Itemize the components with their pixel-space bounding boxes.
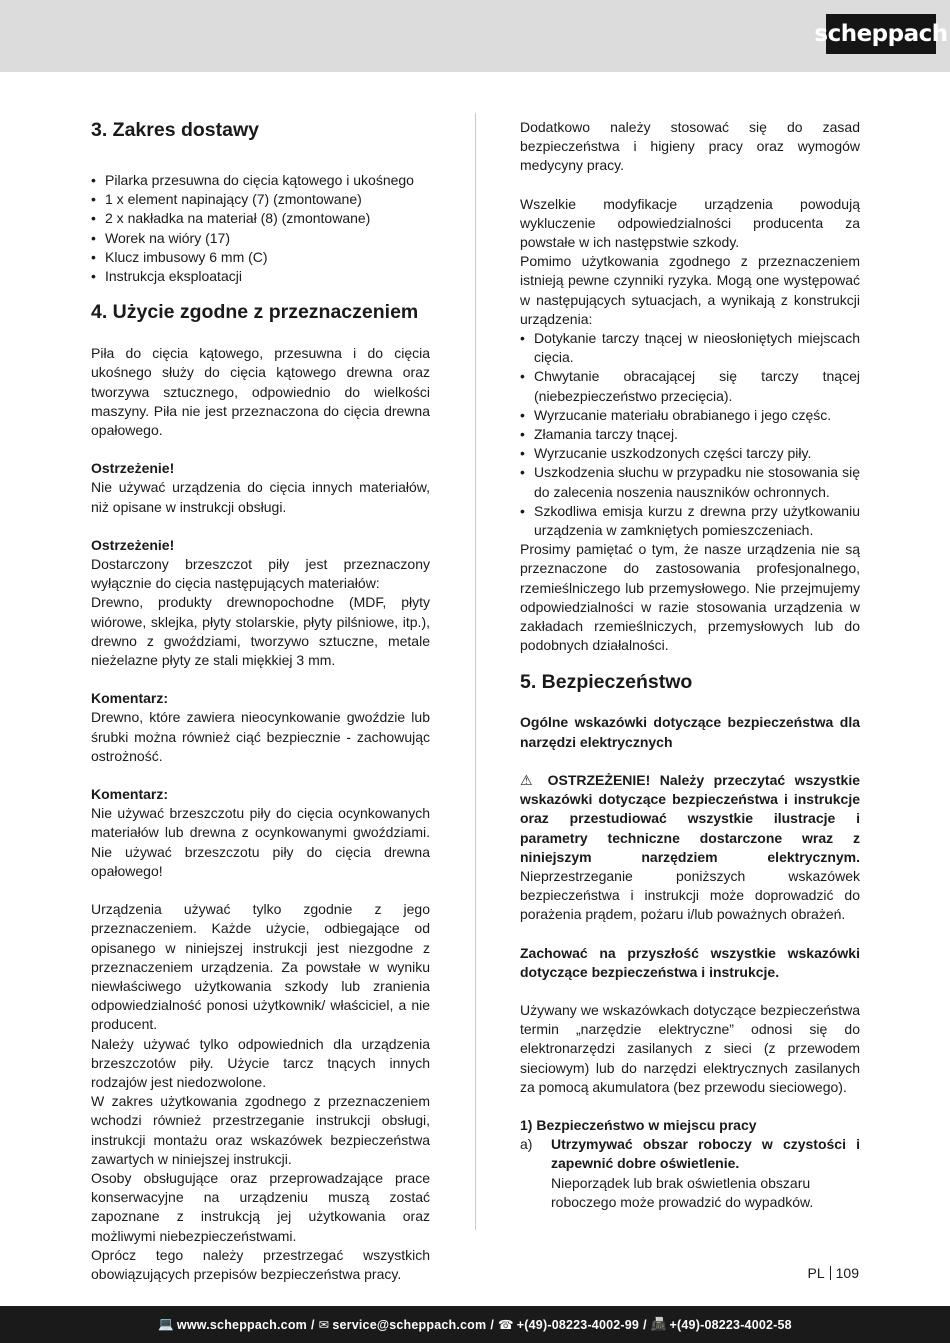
item-bold-text: Utrzymywać obszar roboczy w czystości i zapewnić dobre oświetlenie. — [551, 1136, 860, 1172]
paragraph: Wszelkie modyfikacje urządzenia powodują wykluczenie odpowiedzialności producenta za powstałe w ich następstwie szkody. — [520, 195, 860, 251]
warning-label: Ostrzeżenie! — [91, 460, 175, 477]
warning-triangle-icon: ⚠ — [520, 771, 539, 788]
comment-label: Komentarz: — [91, 786, 169, 803]
fax-icon: 📠 — [650, 1317, 667, 1331]
page-number — [808, 1265, 859, 1281]
risk-list — [520, 329, 860, 540]
paragraph: Nie używać brzeszczotu piły do cięcia ocynkowanych materiałów lub drewna z ocynkowanymi gwoździami. Nie używać brzeszczotu piły do cięcia drewna opałowego! — [91, 805, 430, 879]
list-item: • Wyrzucanie materiału obrabianego i jego częśc. — [520, 406, 860, 425]
right-column — [520, 118, 860, 1212]
list-item: • 1 x element napinający (7) (zmontowane) — [91, 190, 430, 209]
mail-icon: ✉ — [318, 1318, 330, 1332]
warning-label: Ostrzeżenie! — [91, 536, 175, 553]
list-item: • Szkodliwa emisja kurzu z drewna przy użytkowaniu urządzenia w zamkniętych pomieszczeniach. — [520, 502, 860, 540]
item-marker: a) — [520, 1136, 533, 1153]
paragraph: Należy używać tylko odpowiednich dla urządzenia brzeszczotów piły. Użycie tarcz tnących innych rodzajów jest niedozwolone. — [91, 1035, 430, 1090]
phone-icon: ☎ — [498, 1318, 514, 1332]
list-item: • Wyrzucanie uszkodzonych części tarczy piły. — [520, 444, 860, 463]
warning-block — [520, 771, 860, 925]
section-5-title: 5. Bezpieczeństwo — [520, 671, 693, 694]
paragraph: Pomimo użytkowania zgodnego z przeznaczeniem istnieją pewne czynniki ryzyka. Mogą one występować w następujących sytuacjach, a wynikają z konstrukcji urządzenia: — [520, 253, 860, 327]
comment-label: Komentarz: — [91, 690, 169, 707]
list-item: • Złamania tarczy tnącej. — [520, 425, 860, 444]
list-item: • Instrukcja eksploatacji — [91, 267, 430, 286]
list-item: • Klucz imbusowy 6 mm (C) — [91, 248, 430, 267]
left-column — [91, 118, 430, 1284]
footer-separator: / — [310, 1317, 315, 1332]
item-text: Nieporządek lub brak oświetlenia obszaru roboczego może prowadzić do wypadków. — [551, 1174, 814, 1210]
footer-fax: +(49)-08223-4002-58 — [669, 1317, 792, 1332]
subsection-heading: 1) Bezpieczeństwo w miejscu pracy — [520, 1116, 757, 1133]
warning-bold-text: OSTRZEŻENIE! Należy przeczytać wszystkie wskazówki dotyczące bezpieczeństwa i instrukcje oraz przestudiować wszystkie ilustracje i parametry techniczne dostarczone wraz z niniejszym narzędziem elektrycznym. — [520, 771, 860, 865]
page-number-separator — [830, 1266, 831, 1280]
list-item: • Pilarka przesuwna do cięcia kątowego i ukośnego — [91, 171, 430, 190]
footer-bar — [0, 1306, 950, 1343]
list-item: • Chwytanie obracającej się tarczy tnącej (niebezpieczeństwo przecięcia). — [520, 367, 860, 405]
paragraph: W zakres użytkowania zgodnego z przeznaczeniem wchodzi również przestrzeganie instrukcji obsługi, instrukcji montażu oraz wskazówek bezpieczeństwa zawartych w niniejszej instrukcji. — [91, 1093, 430, 1167]
numbered-item — [520, 1135, 860, 1212]
footer-website[interactable]: www.scheppach.com — [176, 1317, 307, 1332]
keep-instructions: Zachować na przyszłość wszystkie wskazówki dotyczące bezpieczeństwa i instrukcje. — [520, 944, 860, 980]
section-3-title: 3. Zakres dostawy — [91, 119, 259, 141]
brand-logo — [814, 14, 948, 54]
paragraph: Oprócz tego należy przestrzegać wszystkich obowiązujących przepisów bezpieczeństwa pracy. — [91, 1246, 430, 1282]
page-lang: PL — [807, 1265, 825, 1281]
header-bar — [0, 0, 950, 72]
paragraph: Urządzenia używać tylko zgodnie z jego przeznaczeniem. Każde użycie, odbiegające od opisanego w niniejszej instrukcji jest niezgodne z przeznaczeniem urządzenia. Za powstałe w wyniku niewłaściwego użytkowania szkody lub zranienia odpowiedzialność ponosi użytkownik/ właściciel, a nie producent. — [91, 901, 430, 1033]
footer-email[interactable]: service@scheppach.com — [332, 1317, 487, 1332]
warning-text: Nieprzestrzeganie poniższych wskazówek bezpieczeństwa i instrukcji może doprowadzić do porażenia prądem, pożaru i/lub poważnych obrażeń. — [520, 867, 860, 923]
paragraph: Dostarczony brzeszczot piły jest przeznaczony wyłącznie do cięcia następujących materiałów: — [91, 556, 430, 592]
paragraph: Osoby obsługujące oraz przeprowadzające prace konserwacyjne na urządzeniu muszą zostać zapoznane z instrukcją jej użytkowania oraz możliwymi niebezpieczeństwami. — [91, 1169, 430, 1244]
subtitle: Ogólne wskazówki dotyczące bezpieczeństwa dla narzędzi elektrycznych — [520, 714, 860, 750]
paragraph: Piła do cięcia kątowego, przesuwna i do cięcia ukośnego służy do cięcia kątowego drewna oraz tworzywa sztucznego, odpowiednio do wielkości maszyny. Piła nie jest przeznaczona do cięcia drewna opałowego. — [91, 345, 430, 439]
brand-logo-text: scheppach — [814, 21, 948, 47]
computer-icon: 💻 — [158, 1317, 174, 1331]
list-item: • 2 x nakładka na materiał (8) (zmontowane) — [91, 209, 430, 228]
footer-separator: / — [643, 1317, 647, 1332]
footer-phone: +(49)-08223-4002-99 — [516, 1317, 640, 1332]
paragraph: Drewno, produkty drewnopochodne (MDF, płyty wiórowe, sklejka, płyty stolarskie, płyty pilśniowe, itp.), drewno z gwoździami, tworzywo sztuczne, metale nieżelazne płyty ze stali miękkiej 3 mm. — [91, 594, 430, 669]
section-4-title: 4. Użycie zgodne z przeznaczeniem — [91, 301, 419, 324]
paragraph: Drewno, które zawiera nieocynkowanie gwoździe lub śrubki można również ciąć bezpiecznie - zachowując ostrożność. — [91, 709, 430, 764]
list-item: • Dotykanie tarczy tnącej w nieosłoniętych miejscach cięcia. — [520, 329, 860, 367]
list-item: • Worek na wióry (17) — [91, 229, 430, 248]
list-item: • Uszkodzenia słuchu w przypadku nie stosowania się do zalecenia noszenia nauszników ochronnych. — [520, 463, 860, 501]
column-divider — [475, 113, 476, 1230]
item-body — [551, 1135, 860, 1212]
paragraph: Prosimy pamiętać o tym, że nasze urządzenia nie są przeznaczone do zastosowania profesjonalnego, rzemieślniczego lub przemysłowego. Nie przejmujemy odpowiedzialności w razie stosowania urządzenia w zakładach rzemieślniczych, przemysłowych lub do podobnych działalności. — [520, 541, 860, 654]
paragraph: Dodatkowo należy stosować się do zasad bezpieczeństwa i higieny pracy oraz wymogów medycyny pracy. — [520, 119, 860, 174]
page-num: 109 — [835, 1265, 859, 1281]
paragraph: Używany we wskazówkach dotyczące bezpieczeństwa termin „narzędzie elektryczne” odnosi się do elektronarzędzi zasilanych z sieci (z przewodem sieciowym) lub do narzędzi elektrycznych zasilanych za pomocą akumulatora (bez przewodu sieciowego). — [520, 1001, 860, 1095]
paragraph: Nie używać urządzenia do cięcia innych materiałów, niż opisane w instrukcji obsługi. — [91, 479, 430, 515]
footer-separator: / — [490, 1317, 495, 1332]
delivery-list — [91, 171, 430, 286]
